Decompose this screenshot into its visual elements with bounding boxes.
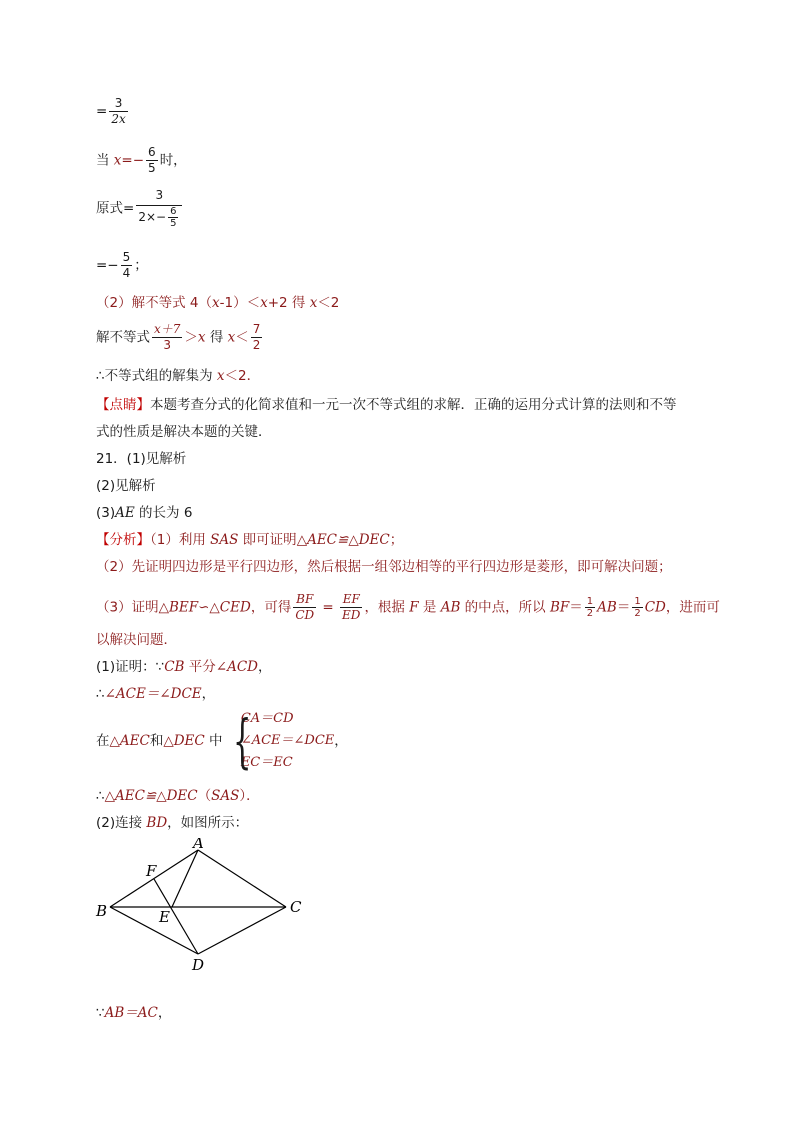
label-B: B — [96, 902, 108, 920]
q21-answer-2: (2)见解析 — [96, 478, 156, 494]
system-row: EC＝EC — [240, 755, 293, 770]
comment-line-1: 【点睛】本题考查分式的化简求值和一元一次不等式组的求解．正确的运用分式计算的法则和不等 — [96, 397, 677, 413]
step-simplified: = $\frac{3}{2x}$ — [96, 96, 126, 126]
solution-set: ∴不等式组的解集为 x＜2． — [96, 368, 261, 384]
label-A: A — [193, 838, 204, 852]
q21-answer-1: 21．(1)见解析 — [96, 451, 187, 467]
proof-1-line-2: ∴∠ACE＝∠DCE， — [96, 686, 216, 702]
comment-line-2: 式的性质是解决本题的关键． — [96, 424, 272, 440]
inequality-1: （2）解不等式 4（x-1）＜x+2 得 x＜2 — [96, 295, 340, 311]
system-row: ∠ACE＝∠DCE — [240, 733, 335, 748]
proof-1-system: 在△AEC和△DEC 中 { CA＝CD ∠ACE＝∠DCE EC＝EC ， — [96, 707, 348, 775]
proof-2-line-1: (2)连接 BD，如图所示： — [96, 815, 249, 831]
label-E: E — [159, 908, 170, 926]
step-result: =− $\frac{5}{4}$ ； — [96, 250, 148, 280]
analysis-line-1: 【分析】（1）利用 SAS 即可证明△AEC≌△DEC； — [96, 532, 404, 548]
step-original-expression: 原式= 3 2×− $\frac{6}{5}$ — [96, 188, 184, 229]
equation-system: { CA＝CD ∠ACE＝∠DCE EC＝EC — [232, 707, 335, 775]
analysis-line-2: （2）先证明四边形是平行四边形，然后根据一组邻边相等的平行四边形是菱形，即可解决问题； — [96, 559, 672, 575]
inequality-2: 解不等式 $\frac{x+7}{3}$ ＞x 得 x＜ $\frac{7}{2}$ — [96, 322, 261, 352]
analysis-line-3: （3）证明△BEF∽△CED，可得 $\frac{BF}{CD}$ = $\frac{EF}{ED}$ ，根据 F 是 AB 的中点，所以 BF＝ $\frac{1}{2}$ AB＝ $\frac{1}{2}$ CD，进而可 — [96, 592, 720, 622]
system-row: CA＝CD — [240, 711, 294, 726]
segment-AC — [198, 850, 286, 907]
q21-answer-3: (3)AE 的长为 6 — [96, 505, 193, 521]
label-C: C — [290, 898, 302, 916]
label-F: F — [146, 862, 157, 880]
last-line: ∵AB＝AC， — [96, 1005, 172, 1021]
label-D: D — [192, 956, 205, 973]
analysis-tag: 【分析】 — [96, 532, 150, 548]
proof-1-conclusion: ∴△AEC≌△DEC（SAS）． — [96, 788, 260, 804]
step-substitute: 当 x=− $\frac{6}{5}$ 时， — [96, 145, 187, 175]
comment-tag: 【点睛】 — [96, 397, 150, 413]
segment-DC — [198, 907, 286, 954]
proof-1-line-1: (1)证明：∵CB 平分∠ACD， — [96, 659, 272, 675]
geometry-figure — [90, 838, 320, 973]
analysis-line-4: 以解决问题． — [96, 632, 177, 648]
